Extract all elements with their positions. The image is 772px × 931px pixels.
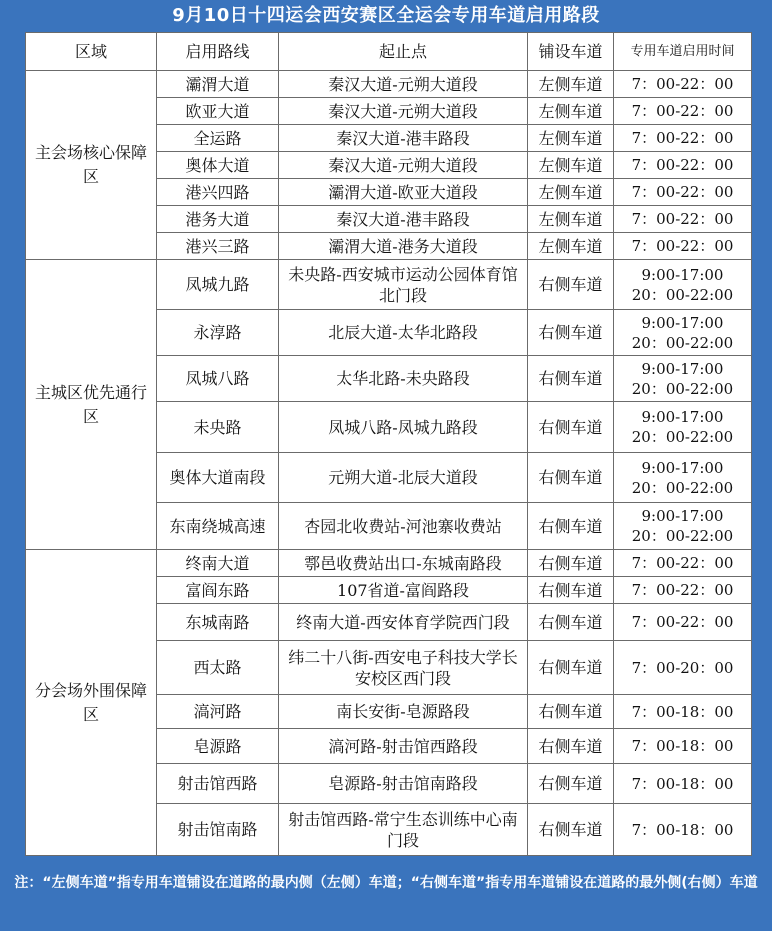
lane-cell: 右侧车道 <box>528 402 614 453</box>
section-cell: 终南大道-西安体育学院西门段 <box>279 604 528 641</box>
route-cell: 东城南路 <box>157 604 279 641</box>
time-cell <box>614 695 752 729</box>
section-cell: 秦汉大道-港丰路段 <box>279 125 528 152</box>
route-cell: 凤城八路 <box>157 356 279 402</box>
time-cell <box>614 71 752 98</box>
lane-cell: 右侧车道 <box>528 453 614 503</box>
time-cell <box>614 98 752 125</box>
route-cell: 灞渭大道 <box>157 71 279 98</box>
time-line: 7：00-18：00 <box>631 737 734 755</box>
lane-cell: 右侧车道 <box>528 550 614 577</box>
lane-cell: 右侧车道 <box>528 764 614 804</box>
time-cell <box>614 206 752 233</box>
time-line: 7：00-22：00 <box>631 129 734 147</box>
section-cell: 灞渭大道-港务大道段 <box>279 233 528 260</box>
time-line: 20：00-22:00 <box>631 333 734 352</box>
time-cell <box>614 641 752 695</box>
time-cell <box>614 453 752 503</box>
time-line: 7：00-18：00 <box>631 820 734 839</box>
route-cell: 港兴三路 <box>157 233 279 260</box>
section-cell: 秦汉大道-元朔大道段 <box>279 98 528 125</box>
route-cell: 富阎东路 <box>157 577 279 604</box>
section-cell: 纬二十八街-西安电子科技大学长安校区西门段 <box>279 641 528 695</box>
table-row <box>26 550 752 577</box>
lane-schedule-table <box>25 32 752 856</box>
time-line: 7：00-22：00 <box>631 237 734 255</box>
lane-cell: 左侧车道 <box>528 206 614 233</box>
section-cell: 杏园北收费站-河池寨收费站 <box>279 503 528 550</box>
time-line: 7：00-22：00 <box>631 102 734 120</box>
section-cell: 太华北路-未央路段 <box>279 356 528 402</box>
time-line: 20：00-22:00 <box>631 478 734 497</box>
header-section: 起止点 <box>279 33 528 71</box>
route-cell: 永淳路 <box>157 310 279 356</box>
route-cell: 滈河路 <box>157 695 279 729</box>
lane-cell: 左侧车道 <box>528 98 614 125</box>
lane-cell: 右侧车道 <box>528 695 614 729</box>
time-line: 7：00-22：00 <box>631 183 734 201</box>
route-cell: 射击馆西路 <box>157 764 279 804</box>
time-cell <box>614 260 752 310</box>
footnote: 注：“左侧车道”指专用车道铺设在道路的最内侧（左侧）车道；“右侧车道”指专用车道铺设在道路的最外侧(右侧）车道 <box>14 875 758 891</box>
route-cell: 欧亚大道 <box>157 98 279 125</box>
route-cell: 西太路 <box>157 641 279 695</box>
section-cell: 滈河路-射击馆西路段 <box>279 729 528 764</box>
time-cell <box>614 402 752 453</box>
table-row <box>26 260 752 310</box>
lane-cell: 右侧车道 <box>528 503 614 550</box>
section-cell: 秦汉大道-元朔大道段 <box>279 71 528 98</box>
time-line: 7：00-22：00 <box>631 581 734 599</box>
section-cell: 南长安街-皂源路段 <box>279 695 528 729</box>
time-cell <box>614 729 752 764</box>
time-line: 9:00-17:00 <box>641 507 724 525</box>
section-cell: 射击馆西路-常宁生态训练中心南门段 <box>279 804 528 856</box>
lane-cell: 右侧车道 <box>528 260 614 310</box>
section-cell: 皂源路-射击馆南路段 <box>279 764 528 804</box>
lane-cell: 左侧车道 <box>528 125 614 152</box>
time-line: 9:00-17:00 <box>641 313 724 332</box>
section-cell: 元朔大道-北辰大道段 <box>279 453 528 503</box>
time-line: 7：00-22：00 <box>631 210 734 228</box>
time-line: 20：00-22:00 <box>631 428 734 446</box>
route-cell: 奥体大道南段 <box>157 453 279 503</box>
lane-cell: 右侧车道 <box>528 310 614 356</box>
lane-cell: 左侧车道 <box>528 179 614 206</box>
header-lane: 铺设车道 <box>528 33 614 71</box>
lane-cell: 右侧车道 <box>528 577 614 604</box>
header-route: 启用路线 <box>157 33 279 71</box>
time-cell <box>614 356 752 402</box>
page-title: 9月10日十四运会西安赛区全运会专用车道启用路段 <box>172 5 600 26</box>
route-cell: 未央路 <box>157 402 279 453</box>
lane-cell: 左侧车道 <box>528 152 614 179</box>
route-cell: 全运路 <box>157 125 279 152</box>
time-cell <box>614 152 752 179</box>
time-cell <box>614 604 752 641</box>
table-body <box>26 71 752 856</box>
table-row <box>26 71 752 98</box>
header-time: 专用车道启用时间 <box>614 33 752 71</box>
time-line: 20：00-22:00 <box>631 527 734 545</box>
time-line: 7：00-22：00 <box>631 554 734 572</box>
time-line: 20：00-22:00 <box>631 379 734 398</box>
time-line: 7：00-20：00 <box>631 658 734 677</box>
lane-cell: 左侧车道 <box>528 71 614 98</box>
section-cell: 秦汉大道-元朔大道段 <box>279 152 528 179</box>
section-cell: 鄠邑收费站出口-东城南路段 <box>279 550 528 577</box>
time-line: 7：00-18：00 <box>631 774 734 793</box>
zone-cell: 分会场外围保障区 <box>26 550 157 856</box>
route-cell: 奥体大道 <box>157 152 279 179</box>
time-line: 9:00-17:00 <box>641 408 724 426</box>
section-cell: 秦汉大道-港丰路段 <box>279 206 528 233</box>
section-cell: 107省道-富阎路段 <box>279 577 528 604</box>
header-zone: 区域 <box>26 33 157 71</box>
section-cell: 灞渭大道-欧亚大道段 <box>279 179 528 206</box>
time-cell <box>614 804 752 856</box>
time-cell <box>614 233 752 260</box>
lane-cell: 右侧车道 <box>528 604 614 641</box>
time-cell <box>614 503 752 550</box>
lane-cell: 右侧车道 <box>528 804 614 856</box>
time-cell <box>614 550 752 577</box>
time-cell <box>614 764 752 804</box>
time-cell <box>614 310 752 356</box>
route-cell: 港务大道 <box>157 206 279 233</box>
time-cell <box>614 179 752 206</box>
time-line: 7：00-18：00 <box>631 702 734 721</box>
zone-cell: 主城区优先通行区 <box>26 260 157 550</box>
section-cell: 凤城八路-凤城九路段 <box>279 402 528 453</box>
time-cell <box>614 125 752 152</box>
time-line: 7：00-22：00 <box>631 613 734 631</box>
route-cell: 终南大道 <box>157 550 279 577</box>
time-line: 9:00-17:00 <box>641 265 724 284</box>
lane-cell: 右侧车道 <box>528 356 614 402</box>
section-cell: 北辰大道-太华北路段 <box>279 310 528 356</box>
route-cell: 射击馆南路 <box>157 804 279 856</box>
time-line: 7：00-22：00 <box>631 156 734 174</box>
route-cell: 皂源路 <box>157 729 279 764</box>
route-cell: 凤城九路 <box>157 260 279 310</box>
route-cell: 港兴四路 <box>157 179 279 206</box>
time-cell <box>614 577 752 604</box>
time-line: 20：00-22:00 <box>631 285 734 304</box>
time-line: 9:00-17:00 <box>641 458 724 477</box>
lane-cell: 右侧车道 <box>528 729 614 764</box>
time-line: 7：00-22：00 <box>631 75 734 93</box>
lane-cell: 左侧车道 <box>528 233 614 260</box>
route-cell: 东南绕城高速 <box>157 503 279 550</box>
zone-cell: 主会场核心保障区 <box>26 71 157 260</box>
lane-cell: 右侧车道 <box>528 641 614 695</box>
time-line: 9:00-17:00 <box>641 359 724 378</box>
section-cell: 未央路-西安城市运动公园体育馆北门段 <box>279 260 528 310</box>
header-row <box>26 33 752 71</box>
